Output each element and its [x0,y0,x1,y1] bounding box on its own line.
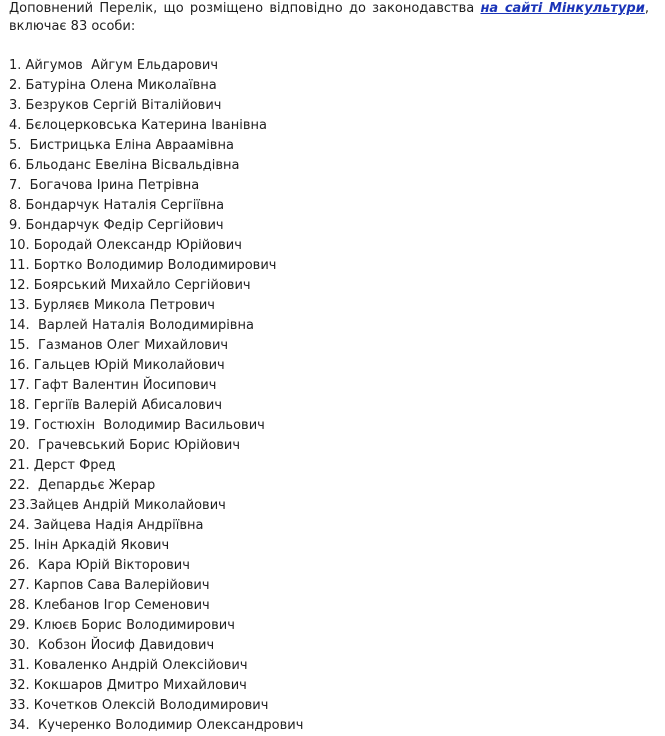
person-list-item: 12. Боярський Михайло Сергійович [9,278,251,293]
person-list-item: 14. Варлей Наталія Володимирівна [9,318,254,333]
person-list-item: 27. Карпов Сава Валерійович [9,578,210,593]
person-list-item: 31. Коваленко Андрій Олексійович [9,658,248,673]
person-list-item: 28. Клебанов Ігор Семенович [9,598,210,613]
intro-paragraph [9,0,649,36]
person-list-item: 11. Бортко Володимир Володимирович [9,258,277,273]
person-list-item: 24. Зайцева Надія Андріївна [9,518,204,533]
person-list-item: 5. Бистрицька Еліна Авраамівна [9,138,234,153]
person-list-item: 17. Гафт Валентин Йосипович [9,378,217,393]
person-list-item: 18. Гергіїв Валерій Абисалович [9,398,222,413]
minculture-site-link[interactable]: на сайті Мінкультури [480,1,645,16]
person-list-item: 4. Бєлоцерковська Катерина Іванівна [9,118,267,133]
person-list-item: 6. Бльоданс Евеліна Вісвальдівна [9,158,240,173]
person-list-item: 10. Бородай Олександр Юрійович [9,238,242,253]
person-list-item: 8. Бондарчук Наталія Сергіївна [9,198,225,213]
intro-text-after: , включає 83 особи: [9,1,649,34]
person-list-item: 26. Кара Юрій Вікторович [9,558,190,573]
person-list-item: 22. Депардьє Жерар [9,478,156,493]
person-list-item: 29. Клюєв Борис Володимирович [9,618,235,633]
person-list-item: 32. Кокшаров Дмитро Михайлович [9,678,247,693]
person-list-item: 2. Батуріна Олена Миколаївна [9,78,217,93]
person-list-item: 16. Гальцев Юрій Миколайович [9,358,225,373]
person-list-item: 7. Богачова Ірина Петрівна [9,178,200,193]
person-list-item: 30. Кобзон Йосиф Давидович [9,638,215,653]
person-list-item: 34. Кучеренко Володимир Олександрович [9,718,304,733]
person-list-item: 13. Бурляєв Микола Петрович [9,298,215,313]
person-list-item: 9. Бондарчук Федір Сергійович [9,218,224,233]
person-list-item: 21. Дерст Фред [9,458,116,473]
person-list-item: 25. Інін Аркадій Якович [9,538,170,553]
person-list-item: 1. Айгумов Айгум Ельдарович [9,58,219,73]
persons-list [9,56,649,736]
person-list-item: 20. Грачевський Борис Юрійович [9,438,241,453]
person-list-item: 19. Гостюхін Володимир Васильович [9,418,265,433]
intro-text-before: Доповнений Перелік, що розміщено відповідно до законодавства [9,1,481,16]
person-list-item: 15. Газманов Олег Михайлович [9,338,229,353]
person-list-item: 33. Кочетков Олексій Володимирович [9,698,269,713]
person-list-item: 3. Безруков Сергій Віталійович [9,98,222,113]
person-list-item: 23.Зайцев Андрій Миколайович [9,498,226,513]
